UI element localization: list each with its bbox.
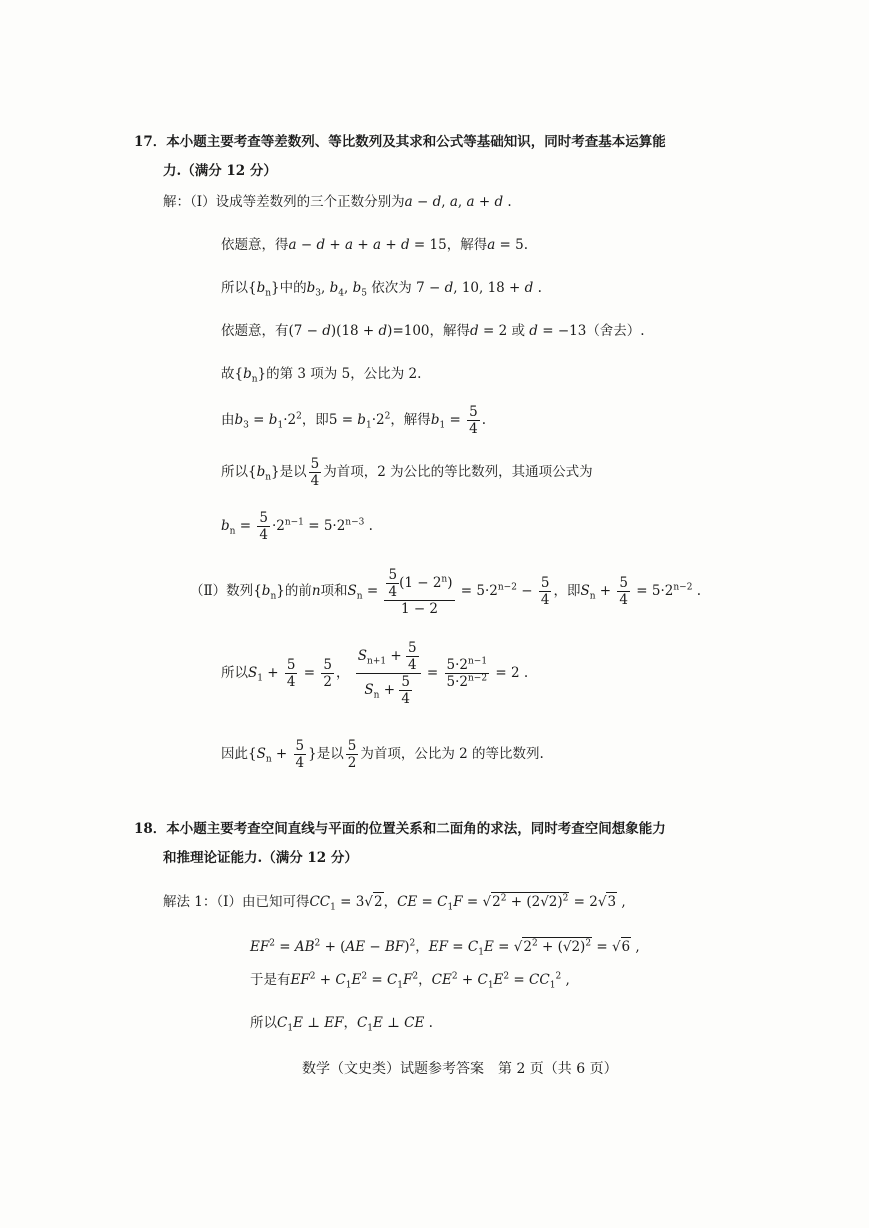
q17-part1-intro: 解：（Ⅰ）设成等差数列的三个正数分别为a − d, a, a + d . — [163, 194, 512, 210]
q17-b-terms: 所以$\{b_n\}$中的$b_3$, $b_4$, $b_5$ 依次为 7 − d, 10, 18 + d . — [221, 280, 542, 299]
q18-title-cont: 和推理论证能力.（满分 12 分） — [163, 850, 358, 866]
q17-bn-formula: $b_n$ = $\frac{5}{4}$ $\cdot 2^{n-1} = 5\cdot 2^{n-3}$ . — [221, 510, 373, 543]
page-footer: 数学（文史类）试题参考答案 第 2 页（共 6 页） — [302, 1061, 618, 1077]
q17-title: 17．本小题主要考查等差数列、等比数列及其求和公式等基础知识，同时考查基本运算能 — [134, 134, 666, 150]
q18-pythagoras: 于是有$EF^2 + C_1E^2 = C_1F^2$，$CE^2 + C_1E^2 = CC_1^2$ , — [250, 971, 570, 991]
q17-eq-product: 依题意，有(7 − d)(18 + d)=100，解得d = 2 或 d = −13（舍去）. — [221, 323, 645, 339]
q17-geometric: 所以$\{b_n\}$是以 $\frac{5}{4}$ 为首项，2 为公比的等比数列，其通项公式为 — [221, 456, 593, 489]
q18-ef: $EF^2 = AB^2 + (AE - BF)^2$，EF = $C_1E = √2^2 + (√2)^2 = √6$ , — [250, 938, 640, 958]
q18-perpendicular: 所以$C_1E$ ⊥ EF，$C_1E$ ⊥ CE . — [250, 1015, 433, 1034]
q17-title-cont: 力.（满分 12 分） — [163, 163, 277, 179]
q17-conclusion: 因此{$S_n$ + $\frac{5}{4}$ }是以 $\frac{5}{2}$ 为首项，公比为 2 的等比数列. — [221, 738, 544, 771]
q18-cc1: 解法 1：（Ⅰ）由已知可得$CC_1 = 3√2$，CE = $C_1F = √2^2 + (2√2)^2 = 2√3$ , — [163, 893, 626, 913]
q17-ratio: 所以$S_1$ + $\frac{5}{4}$ = $\frac{5}{2}$ ， $S_{n+1}$ + $\frac{5}{4}$ $S_n$ + $\frac{5}{4}$ = $\frac{5\cdot 2^{n-1}}{5\cdot 2^{n-2}}$ = 2 . — [221, 640, 529, 707]
q18-title: 18．本小题主要考查空间直线与平面的位置关系和二面角的求法，同时考查空间想象能力 — [134, 821, 666, 837]
q17-part2-sn: （Ⅱ）数列$\{b_n\}$的前n项和$S_n$ = $\frac{5}{4}$ $(1 - 2^n)$ 1 − 2 = $5\cdot 2^{n-2}$ − $\frac{5}{4}$ ，即$S_n$ + $\frac{5}{4}$ = $5\cdot 2^{n-2}$ . — [190, 566, 702, 617]
q17-b1: 由$b_3 = b_1\cdot 2^2$，即$5 = b_1\cdot 2^2$，解得$b_1$ = $\frac{5}{4}$ . — [221, 404, 486, 437]
q17-eq-sum: 依题意，得a − d + a + a + d = 15，解得a = 5. — [221, 237, 529, 253]
q17-b3-ratio: 故$\{b_n\}$的第 3 项为 5，公比为 2. — [221, 366, 422, 385]
